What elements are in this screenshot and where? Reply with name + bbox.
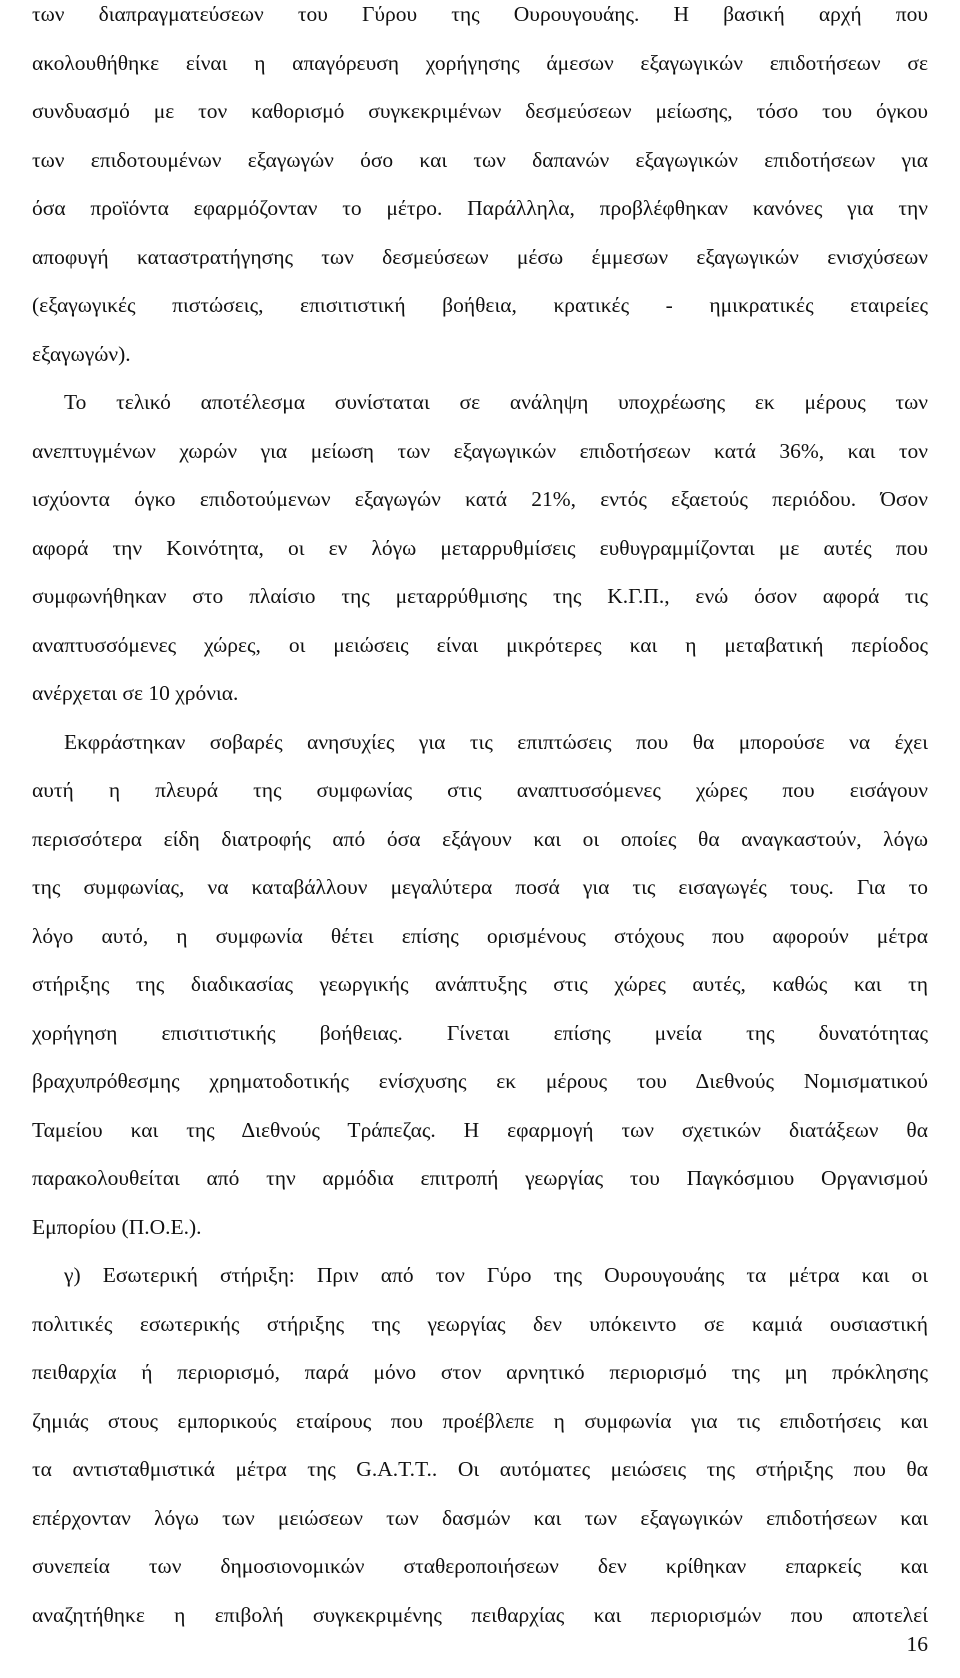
text-line: (εξαγωγικές πιστώσεις, επισιτιστική βοήθεια, κρατικές - ημικρατικές εταιρείες bbox=[32, 293, 928, 317]
text-line: Εκφράστηκαν σοβαρές ανησυχίες για τις επιπτώσεις που θα μπορούσε να έχει bbox=[64, 729, 928, 754]
text-line: όσα προϊόντα εφαρμόζονταν το μέτρο. Παράλληλα, προβλέφθηκαν κανόνες για την bbox=[32, 196, 928, 220]
text-line: αναπτυσσόμενες χώρες, οι μειώσεις είναι μικρότερες και η μεταβατική περίοδος bbox=[32, 632, 928, 657]
paragraph bbox=[32, 0, 928, 378]
text-line: συμφωνήθηκαν στο πλαίσιο της μεταρρύθμισης της Κ.Γ.Π., ενώ όσον αφορά τις bbox=[32, 584, 928, 608]
text-line: συνδυασμό με τον καθορισμό συγκεκριμένων δεσμεύσεων μείωσης, τόσο του όγκου bbox=[32, 99, 928, 123]
text-line: αποφυγή καταστρατήγησης των δεσμεύσεων μέσω έμμεσων εξαγωγικών ενισχύσεων bbox=[32, 244, 928, 269]
text-line: ακολουθήθηκε είναι η απαγόρευση χορήγησης άμεσων εξαγωγικών επιδοτήσεων σε bbox=[32, 50, 928, 75]
text-line: αφορά την Κοινότητα, οι εν λόγω μεταρρυθμίσεις ευθυγραμμίζονται με αυτές που bbox=[32, 535, 928, 560]
text-line: της συμφωνίας, να καταβάλλουν μεγαλύτερα ποσά για τις εισαγωγές τους. Για το bbox=[32, 875, 928, 899]
paragraph bbox=[32, 1251, 928, 1639]
text-line: των διαπραγματεύσεων του Γύρου της Ουρουγουάης. Η βασική αρχή που bbox=[32, 2, 928, 26]
text-line: ζημιάς στους εμπορικούς εταίρους που προέβλεπε η συμφωνία για τις επιδοτήσεις και bbox=[32, 1408, 928, 1433]
text-line: Ταμείου και της Διεθνούς Τράπεζας. Η εφαρμογή των σχετικών διατάξεων θα bbox=[32, 1117, 928, 1142]
text-line: παρακολουθείται από την αρμόδια επιτροπή γεωργίας του Παγκόσμιου Οργανισμού bbox=[32, 1166, 928, 1190]
text-line: Εμπορίου (Π.Ο.Ε.). bbox=[32, 1214, 202, 1239]
page-number: 16 bbox=[906, 1632, 928, 1656]
text-line: ισχύοντα όγκο επιδοτούμενων εξαγωγών κατά 21%, εντός εξαετούς περιόδου. Όσον bbox=[32, 487, 928, 511]
text-line: βραχυπρόθεσμης χρηματοδοτικής ενίσχυσης εκ μέρους του Διεθνούς Νομισματικού bbox=[32, 1069, 928, 1093]
text-line: χορήγηση επισιτιστικής βοήθειας. Γίνεται επίσης μνεία της δυνατότητας bbox=[32, 1020, 928, 1045]
paragraph bbox=[32, 378, 928, 718]
text-line: στήριξης της διαδικασίας γεωργικής ανάπτυξης στις χώρες αυτές, καθώς και τη bbox=[32, 972, 928, 996]
text-line: ανέρχεται σε 10 χρόνια. bbox=[32, 681, 239, 705]
text-line: ανεπτυγμένων χωρών για μείωση των εξαγωγικών επιδοτήσεων κατά 36%, και τον bbox=[32, 438, 928, 463]
text-line: συνεπεία των δημοσιονομικών σταθεροποιήσεων δεν κρίθηκαν επαρκείς και bbox=[32, 1554, 928, 1578]
text-line: περισσότερα είδη διατροφής από όσα εξάγουν και οι οποίες θα αναγκαστούν, λόγω bbox=[32, 826, 928, 851]
document-page bbox=[32, 0, 928, 1639]
paragraph bbox=[32, 718, 928, 1252]
text-line: αυτή η πλευρά της συμφωνίας στις αναπτυσσόμενες χώρες που εισάγουν bbox=[32, 778, 928, 802]
text-line: των επιδοτουμένων εξαγωγών όσο και των δαπανών εξαγωγικών επιδοτήσεων για bbox=[32, 147, 928, 172]
text-line: γ) Εσωτερική στήριξη: Πριν από τον Γύρο της Ουρουγουάης τα μέτρα και οι bbox=[64, 1263, 928, 1287]
text-line: εξαγωγών). bbox=[32, 341, 131, 366]
text-line: αναζητήθηκε η επιβολή συγκεκριμένης πειθαρχίας και περιορισμών που αποτελεί bbox=[32, 1602, 928, 1627]
text-line: πειθαρχία ή περιορισμό, παρά μόνο στον αρνητικό περιορισμό της μη πρόκλησης bbox=[32, 1360, 928, 1384]
text-line: λόγο αυτό, η συμφωνία θέτει επίσης ορισμένους στόχους που αφορούν μέτρα bbox=[32, 923, 928, 948]
text-line: επέρχονταν λόγω των μειώσεων των δασμών και των εξαγωγικών επιδοτήσεων και bbox=[32, 1505, 928, 1530]
text-line: τα αντισταθμιστικά μέτρα της G.A.T.T.. Οι αυτόματες μειώσεις της στήριξης που θα bbox=[32, 1457, 928, 1481]
text-line: Το τελικό αποτέλεσμα συνίσταται σε ανάληψη υποχρέωσης εκ μέρους των bbox=[64, 390, 928, 414]
text-line: πολιτικές εσωτερικής στήριξης της γεωργίας δεν υπόκειντο σε καμιά ουσιαστική bbox=[32, 1311, 928, 1336]
